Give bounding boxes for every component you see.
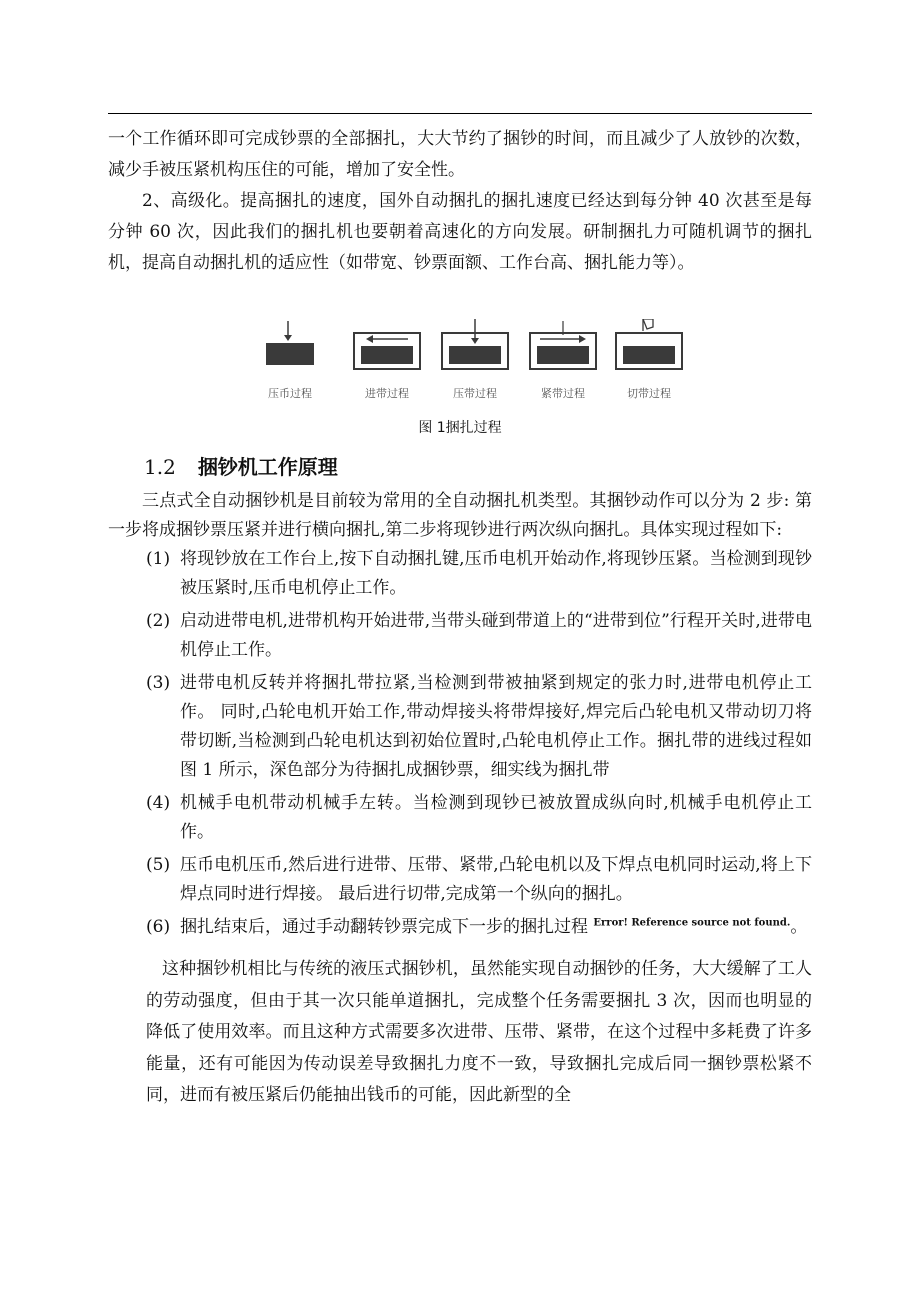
list-item xyxy=(146,851,812,909)
section-heading xyxy=(144,447,812,487)
figure-label-press-tape: 压带过程 xyxy=(453,387,497,400)
list-text: 机械手电机带动机械手左转。当检测到现钞已被放置成纵向时,机械手电机停止工作。 xyxy=(180,793,812,842)
bundling-process-diagram xyxy=(258,319,698,389)
closing-section xyxy=(146,954,812,1112)
section-title: 捆钞机工作原理 xyxy=(197,455,338,479)
figure-label-cut: 切带过程 xyxy=(627,387,671,400)
cut-step-graphic xyxy=(616,319,682,369)
tighten-step-graphic xyxy=(530,321,596,369)
list-marker: (5) xyxy=(146,855,171,875)
closing-paragraph: 这种捆钞机相比与传统的液压式捆钞机，虽然能实现自动捆钞的任务，大大缓解了工人的劳动强度，但由于其一次只能单道捆扎，完成整个任务需要捆扎 3 次，因而也明显的降低了使用效率。而且这种方式需要多次进带、压带、紧带，在这个过程中多耗费了许多能量，还有可能因为传动误差导致捆扎力度不一致，导致捆扎完成后同一捆钞票松紧不同，进而有被压紧后仍能抽出钱币的可能，因此新型的全 xyxy=(146,959,812,1105)
list-text: 将现钞放在工作台上,按下自动捆扎键,压币电机开始动作,将现钞压紧。当检测到现钞被压紧时,压币电机停止工作。 xyxy=(180,549,812,598)
document-body xyxy=(108,124,812,1112)
list-item xyxy=(146,607,812,665)
figure-label-feed: 进带过程 xyxy=(365,387,409,400)
list-text xyxy=(180,913,812,942)
list-item xyxy=(146,669,812,785)
figure-label-tighten: 紧带过程 xyxy=(541,387,585,400)
list-text: 进带电机反转并将捆扎带拉紧,当检测到带被抽紧到规定的张力时,进带电机停止工作。 同时,凸轮电机开始工作,带动焊接头将带焊接好,焊完后凸轮电机又带动切刀将带切断,当检测到凸轮电机达到初始位置时,凸轮电机停止工作。捆扎带的进线过程如图 1 所示，深色部分为待捆扎成捆钞票，细实线为捆扎带 xyxy=(180,673,812,780)
list-text: 压币电机压币,然后进行进带、压带、紧带,凸轮电机以及下焊点电机同时运动,将上下焊点同时进行焊接。 最后进行切带,完成第一个纵向的捆扎。 xyxy=(180,855,812,904)
press-step-graphic xyxy=(266,321,314,365)
step6-text: 捆扎结束后，通过手动翻转钞票完成下一步的捆扎过程 xyxy=(180,917,588,937)
paragraph-continuation: 一个工作循环即可完成钞票的全部捆扎，大大节约了捆钞的时间，而且减少了人放钞的次数，减少手被压紧机构压住的可能，增加了安全性。 xyxy=(108,129,812,180)
list-text: 启动进带电机,进带机构开始进带,当带头碰到带道上的“进带到位”行程开关时,进带电机停止工作。 xyxy=(180,611,812,660)
header-rule xyxy=(108,113,812,114)
list-marker: (1) xyxy=(146,549,171,569)
steps-list xyxy=(146,545,812,942)
intro-paragraph: 三点式全自动捆钞机是目前较为常用的全自动捆扎机类型。其捆钞动作可以分为 2 步: 第一步将成捆钞票压紧并进行横向捆扎,第二步将现钞进行两次纵向捆扎。具体实现过程如下: xyxy=(108,491,812,540)
list-marker: (4) xyxy=(146,793,171,813)
figure-labels xyxy=(258,385,698,401)
figure-bundling-process xyxy=(108,319,812,419)
list-item xyxy=(146,545,812,603)
list-marker: (3) xyxy=(146,673,171,693)
list-marker: (2) xyxy=(146,611,171,631)
section-number: 1.2 xyxy=(144,455,176,479)
list-item xyxy=(146,913,812,942)
feed-step-graphic xyxy=(354,333,420,369)
reference-error: Error! Reference source not found. xyxy=(593,917,791,929)
press-tape-step-graphic xyxy=(442,319,508,369)
list-marker: (6) xyxy=(146,917,171,937)
list-item xyxy=(146,789,812,847)
figure-caption: 图 1捆扎过程 xyxy=(418,420,502,436)
step6-end: 。 xyxy=(790,917,808,937)
figure-label-press: 压币过程 xyxy=(268,387,312,400)
paragraph-advanced: 2、高级化。提高捆扎的速度，国外自动捆扎的捆扎速度已经达到每分钟 40 次甚至是每分钟 60 次，因此我们的捆扎机也要朝着高速化的方向发展。研制捆扎力可随机调节的捆扎机，提高自动捆扎机的适应性（如带宽、钞票面额、工作台高、捆扎能力等）。 xyxy=(108,191,812,273)
